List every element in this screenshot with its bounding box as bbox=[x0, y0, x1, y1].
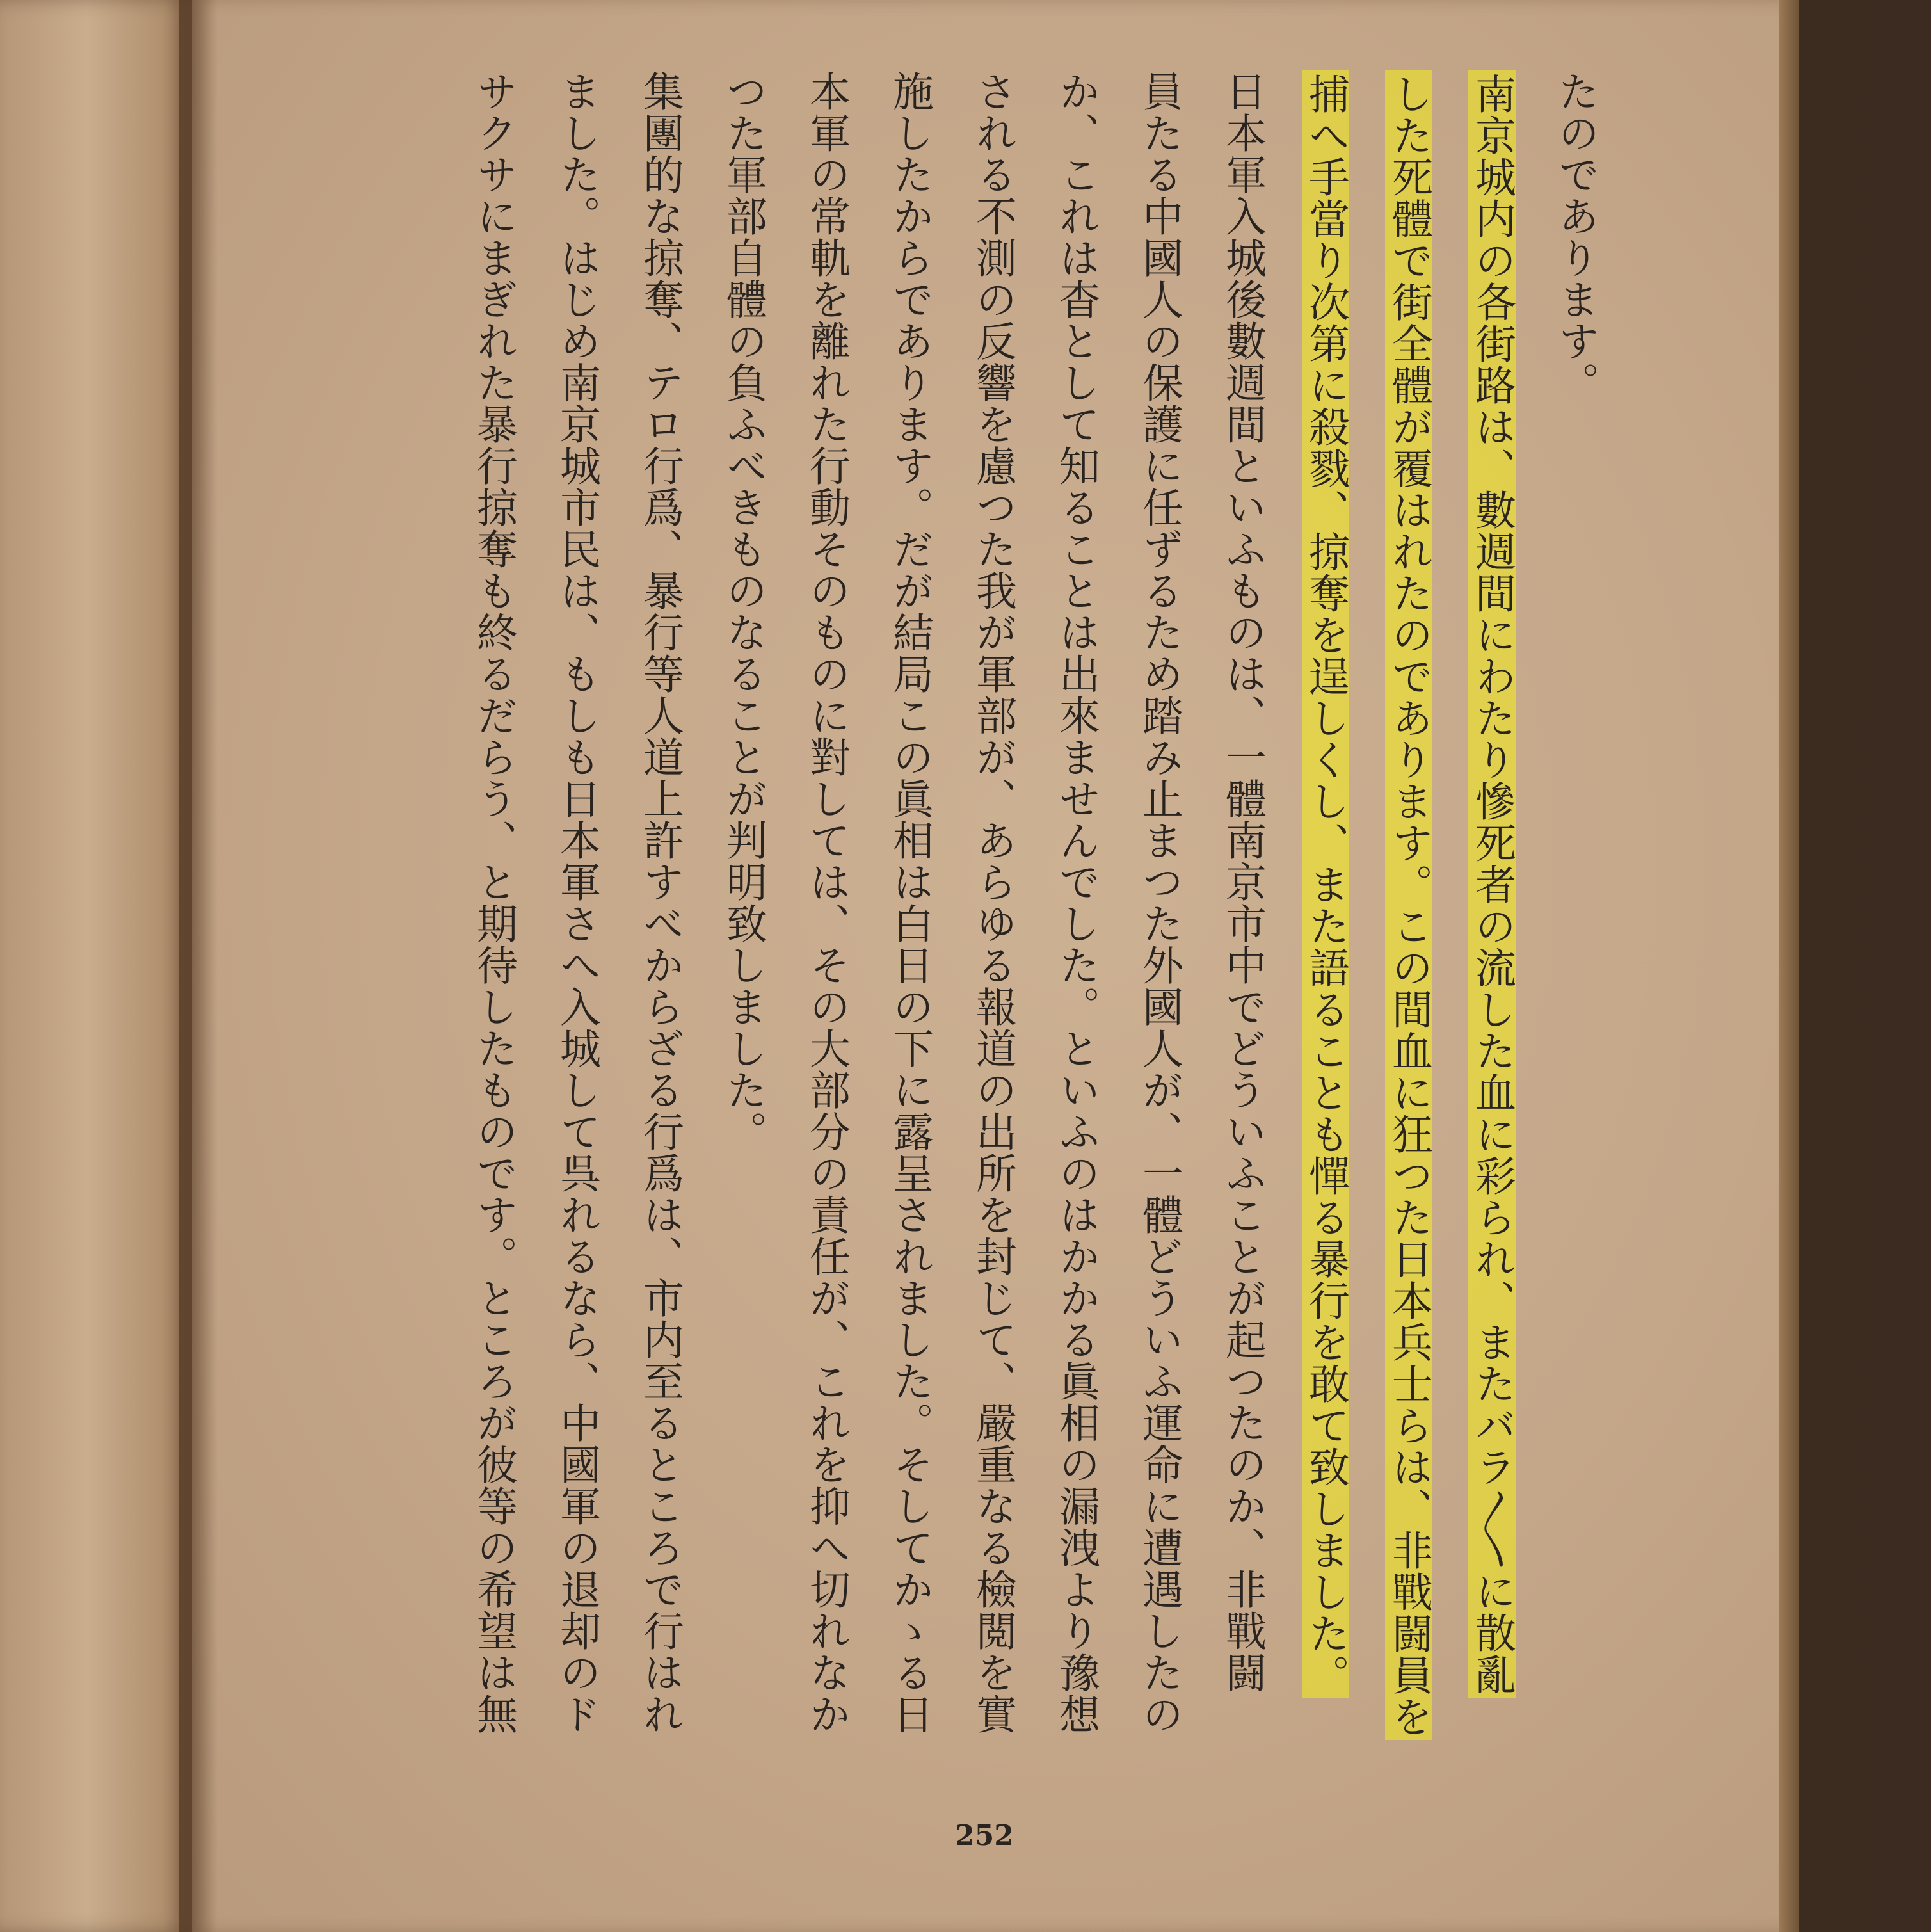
text-column-4 bbox=[1299, 70, 1352, 1799]
highlighted-text: 捕へ手當り次第に殺戮、掠奪を逞しくし、また語ることも憚る暴行を敢て致しました。 bbox=[1302, 70, 1349, 1698]
page-edge bbox=[1779, 0, 1799, 1932]
column-text: つた軍部自體の負ふべきものなることが判明致しました。 bbox=[719, 70, 767, 1152]
text-column-9 bbox=[883, 70, 936, 1799]
column-text: 日本軍入城後數週間といふものは、一體南京市中でどういふことが起つたのか、非戰闘 bbox=[1219, 70, 1266, 1693]
text-column-2 bbox=[1466, 70, 1518, 1799]
text-column-5 bbox=[1216, 70, 1269, 1799]
spine-shadow bbox=[179, 0, 218, 1932]
text-column-11 bbox=[717, 70, 769, 1799]
column-text: か、これは杳として知ることは出來ませんでした。といふのはかかる眞相の漏洩より豫想 bbox=[1052, 70, 1100, 1735]
highlighted-text: 南京城内の各街路は、數週間にわたり慘死者の流した血に彩られ、またバラ〱に散亂 bbox=[1468, 70, 1516, 1698]
text-column-12 bbox=[634, 70, 686, 1799]
text-column-1 bbox=[1549, 70, 1601, 1799]
left-page bbox=[0, 0, 192, 1932]
column-text: 施したからであります。だが結局この眞相は白日の下に露呈されました。そしてかゝる日 bbox=[886, 70, 933, 1735]
text-column-10 bbox=[800, 70, 853, 1799]
text-column-14 bbox=[467, 70, 520, 1799]
column-text: 集團的な掠奪、テロ行爲、暴行等人道上許すべからざる行爲は、市内至るところで行はれ bbox=[636, 70, 684, 1735]
column-text: される不測の反響を慮つた我が軍部が、あらゆる報道の出所を封じて、嚴重なる檢閲を實 bbox=[969, 70, 1016, 1735]
text-column-8 bbox=[966, 70, 1019, 1799]
column-text: サクサにまぎれた暴行掠奪も終るだらう、と期待したものです。ところが彼等の希望は無 bbox=[470, 70, 517, 1735]
text-column-3 bbox=[1382, 70, 1435, 1799]
highlighted-text: した死體で街全體が覆はれたのであります。この間血に狂つた日本兵士らは、非戰闘員を bbox=[1385, 70, 1432, 1740]
text-column-7 bbox=[1050, 70, 1102, 1799]
column-text: ました。はじめ南京城市民は、もしも日本軍さへ入城して呉れるなら、中國軍の退却のド bbox=[553, 70, 600, 1735]
text-column-6 bbox=[1133, 70, 1185, 1799]
page-number: 252 bbox=[955, 1819, 1014, 1852]
column-text: たのであります。 bbox=[1551, 70, 1599, 403]
column-text: 員たる中國人の保護に任ずるため踏み止まつた外國人が、一體どういふ運命に遭遇したの bbox=[1135, 70, 1183, 1735]
text-column-13 bbox=[550, 70, 603, 1799]
column-text: 本軍の常軌を離れた行動そのものに對しては、その大部分の責任が、これを抑へ切れなか bbox=[803, 70, 850, 1735]
